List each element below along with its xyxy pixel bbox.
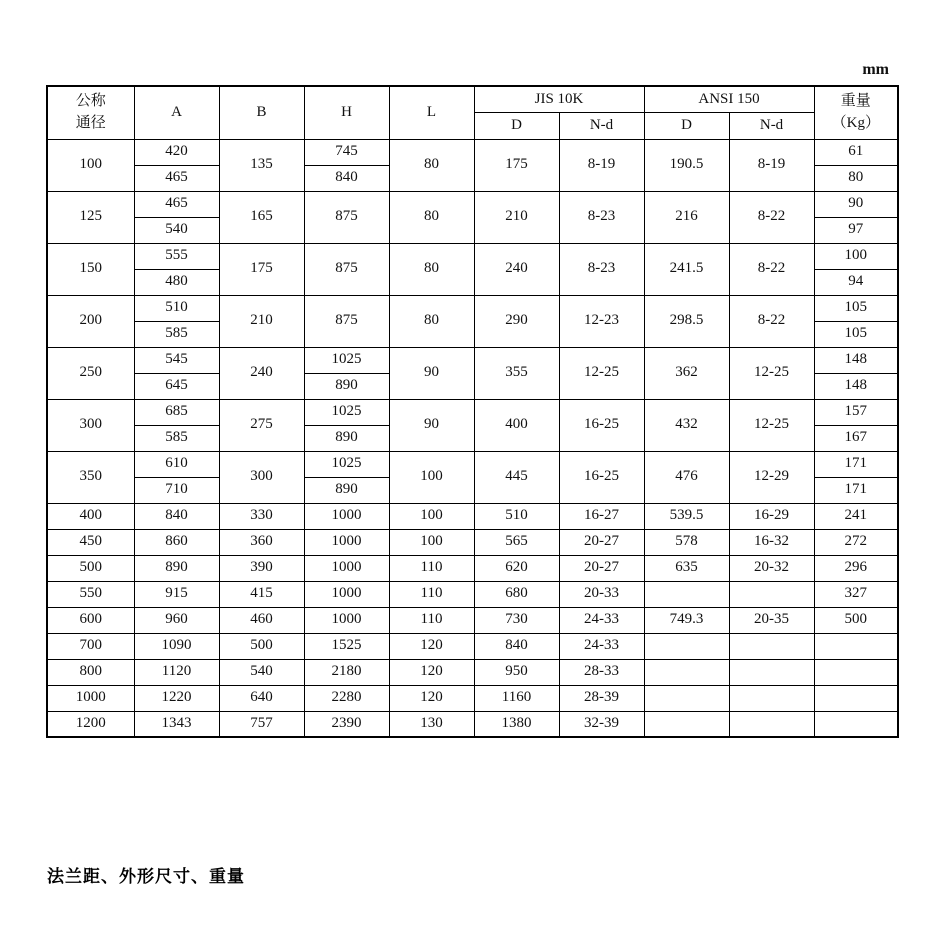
cell-jis-d: 620: [474, 555, 559, 581]
table-row: [47, 191, 898, 217]
cell-jis-nd: 24-33: [559, 607, 644, 633]
cell-l: 120: [389, 659, 474, 685]
cell-ansi-d: 432: [644, 399, 729, 451]
cell-jis-nd: 16-25: [559, 399, 644, 451]
cell-ansi-d: 298.5: [644, 295, 729, 347]
header-ansi-d: D: [644, 112, 729, 139]
cell-ansi-nd: 12-25: [729, 347, 814, 399]
cell-ansi-d: [644, 685, 729, 711]
cell-weight: 157: [814, 399, 898, 425]
header-a: A: [134, 86, 219, 139]
header-weight: [814, 86, 898, 139]
cell-jis-nd: 16-27: [559, 503, 644, 529]
cell-b: 240: [219, 347, 304, 399]
cell-weight: 296: [814, 555, 898, 581]
cell-a: 645: [134, 373, 219, 399]
cell-ansi-d: 476: [644, 451, 729, 503]
cell-jis-nd: 24-33: [559, 633, 644, 659]
cell-jis-d: 445: [474, 451, 559, 503]
cell-a: 585: [134, 321, 219, 347]
table-row: [47, 633, 898, 659]
cell-nominal-diameter: 600: [47, 607, 134, 633]
cell-a: 860: [134, 529, 219, 555]
cell-jis-nd: 28-33: [559, 659, 644, 685]
cell-weight: [814, 711, 898, 737]
dimension-table: [46, 85, 899, 738]
cell-b: 330: [219, 503, 304, 529]
cell-jis-d: 175: [474, 139, 559, 191]
table-body: [47, 139, 898, 737]
cell-ansi-d: [644, 711, 729, 737]
cell-l: 130: [389, 711, 474, 737]
cell-weight: 80: [814, 165, 898, 191]
cell-weight: 105: [814, 321, 898, 347]
cell-ansi-nd: 16-29: [729, 503, 814, 529]
header-nominal-diameter-line2: 通径: [75, 114, 106, 131]
cell-a: 465: [134, 165, 219, 191]
cell-jis-nd: 8-23: [559, 243, 644, 295]
cell-l: 120: [389, 685, 474, 711]
cell-weight: 167: [814, 425, 898, 451]
cell-a: 545: [134, 347, 219, 373]
cell-l: 90: [389, 399, 474, 451]
cell-nominal-diameter: 450: [47, 529, 134, 555]
header-weight-line2: （Kg）: [831, 114, 880, 131]
table-row: [47, 347, 898, 373]
cell-ansi-nd: 8-22: [729, 243, 814, 295]
cell-a: 1343: [134, 711, 219, 737]
cell-l: 80: [389, 243, 474, 295]
table-caption: 法兰距、外形尺寸、重量: [47, 867, 245, 886]
cell-jis-d: 400: [474, 399, 559, 451]
cell-b: 500: [219, 633, 304, 659]
header-h: H: [304, 86, 389, 139]
cell-a: 585: [134, 425, 219, 451]
table-row: [47, 607, 898, 633]
cell-ansi-nd: 8-22: [729, 191, 814, 243]
cell-ansi-d: 362: [644, 347, 729, 399]
cell-nominal-diameter: 100: [47, 139, 134, 191]
cell-jis-d: 210: [474, 191, 559, 243]
cell-nominal-diameter: 200: [47, 295, 134, 347]
header-row-1: [47, 86, 898, 112]
cell-jis-nd: 20-27: [559, 555, 644, 581]
table-row: [47, 711, 898, 737]
cell-a: 710: [134, 477, 219, 503]
cell-jis-d: 680: [474, 581, 559, 607]
cell-jis-d: 840: [474, 633, 559, 659]
cell-jis-d: 950: [474, 659, 559, 685]
cell-h: 2280: [304, 685, 389, 711]
cell-nominal-diameter: 400: [47, 503, 134, 529]
cell-jis-d: 240: [474, 243, 559, 295]
cell-nominal-diameter: 800: [47, 659, 134, 685]
cell-weight: 241: [814, 503, 898, 529]
cell-ansi-nd: 12-25: [729, 399, 814, 451]
cell-weight: [814, 685, 898, 711]
cell-ansi-d: [644, 659, 729, 685]
cell-l: 120: [389, 633, 474, 659]
cell-a: 540: [134, 217, 219, 243]
cell-h: 1000: [304, 581, 389, 607]
cell-a: 890: [134, 555, 219, 581]
cell-jis-d: 510: [474, 503, 559, 529]
cell-ansi-nd: 20-35: [729, 607, 814, 633]
cell-b: 360: [219, 529, 304, 555]
cell-nominal-diameter: 300: [47, 399, 134, 451]
cell-ansi-d: 635: [644, 555, 729, 581]
unit-label: mm: [862, 61, 889, 78]
cell-weight: 171: [814, 477, 898, 503]
cell-h: 875: [304, 191, 389, 243]
cell-weight: 97: [814, 217, 898, 243]
cell-ansi-nd: [729, 581, 814, 607]
cell-jis-d: 730: [474, 607, 559, 633]
cell-h: 875: [304, 243, 389, 295]
cell-ansi-d: 190.5: [644, 139, 729, 191]
cell-l: 80: [389, 295, 474, 347]
table-row: [47, 451, 898, 477]
cell-a: 915: [134, 581, 219, 607]
cell-ansi-nd: 8-19: [729, 139, 814, 191]
cell-nominal-diameter: 1200: [47, 711, 134, 737]
cell-jis-nd: 12-25: [559, 347, 644, 399]
cell-b: 210: [219, 295, 304, 347]
cell-a: 465: [134, 191, 219, 217]
cell-l: 80: [389, 139, 474, 191]
cell-weight: 272: [814, 529, 898, 555]
cell-l: 100: [389, 529, 474, 555]
cell-h: 1025: [304, 451, 389, 477]
cell-jis-nd: 12-23: [559, 295, 644, 347]
cell-nominal-diameter: 550: [47, 581, 134, 607]
cell-weight: 100: [814, 243, 898, 269]
cell-jis-nd: 8-23: [559, 191, 644, 243]
cell-a: 960: [134, 607, 219, 633]
cell-ansi-nd: 8-22: [729, 295, 814, 347]
cell-jis-nd: 8-19: [559, 139, 644, 191]
cell-weight: 94: [814, 269, 898, 295]
table-row: [47, 399, 898, 425]
cell-h: 875: [304, 295, 389, 347]
spec-sheet: [46, 60, 897, 738]
cell-weight: 148: [814, 373, 898, 399]
header-nominal-diameter: [47, 86, 134, 139]
cell-a: 510: [134, 295, 219, 321]
cell-l: 100: [389, 503, 474, 529]
cell-ansi-d: [644, 581, 729, 607]
cell-b: 175: [219, 243, 304, 295]
cell-ansi-d: [644, 633, 729, 659]
table-row: [47, 659, 898, 685]
cell-nominal-diameter: 700: [47, 633, 134, 659]
cell-b: 300: [219, 451, 304, 503]
cell-weight: 105: [814, 295, 898, 321]
cell-ansi-d: 539.5: [644, 503, 729, 529]
cell-ansi-nd: [729, 633, 814, 659]
cell-h: 1025: [304, 399, 389, 425]
cell-weight: 500: [814, 607, 898, 633]
cell-weight: 148: [814, 347, 898, 373]
cell-h: 1000: [304, 529, 389, 555]
cell-nominal-diameter: 125: [47, 191, 134, 243]
cell-jis-nd: 32-39: [559, 711, 644, 737]
cell-jis-d: 1380: [474, 711, 559, 737]
cell-nominal-diameter: 250: [47, 347, 134, 399]
cell-h: 745: [304, 139, 389, 165]
cell-ansi-d: 749.3: [644, 607, 729, 633]
cell-ansi-nd: 16-32: [729, 529, 814, 555]
cell-h: 1000: [304, 503, 389, 529]
cell-h: 2390: [304, 711, 389, 737]
cell-a: 1220: [134, 685, 219, 711]
cell-nominal-diameter: 350: [47, 451, 134, 503]
header-nominal-diameter-line1: 公称: [75, 93, 106, 109]
table-row: [47, 581, 898, 607]
cell-ansi-d: 241.5: [644, 243, 729, 295]
cell-h: 1000: [304, 607, 389, 633]
table-row: [47, 243, 898, 269]
cell-b: 415: [219, 581, 304, 607]
cell-weight: [814, 659, 898, 685]
cell-nominal-diameter: 1000: [47, 685, 134, 711]
header-l: L: [389, 86, 474, 139]
cell-nominal-diameter: 150: [47, 243, 134, 295]
cell-a: 555: [134, 243, 219, 269]
table-row: [47, 685, 898, 711]
cell-ansi-nd: [729, 659, 814, 685]
cell-h: 890: [304, 373, 389, 399]
cell-weight: 61: [814, 139, 898, 165]
cell-a: 420: [134, 139, 219, 165]
cell-weight: 327: [814, 581, 898, 607]
cell-a: 685: [134, 399, 219, 425]
cell-l: 110: [389, 581, 474, 607]
cell-jis-d: 1160: [474, 685, 559, 711]
cell-h: 1025: [304, 347, 389, 373]
cell-l: 80: [389, 191, 474, 243]
header-jis-d: D: [474, 112, 559, 139]
table-row: [47, 555, 898, 581]
cell-b: 390: [219, 555, 304, 581]
cell-jis-d: 290: [474, 295, 559, 347]
cell-weight: 171: [814, 451, 898, 477]
cell-b: 460: [219, 607, 304, 633]
table-row: [47, 295, 898, 321]
cell-l: 100: [389, 451, 474, 503]
cell-jis-nd: 28-39: [559, 685, 644, 711]
cell-h: 840: [304, 165, 389, 191]
cell-a: 480: [134, 269, 219, 295]
cell-a: 1120: [134, 659, 219, 685]
cell-b: 165: [219, 191, 304, 243]
header-jis-nd: N-d: [559, 112, 644, 139]
cell-a: 610: [134, 451, 219, 477]
cell-nominal-diameter: 500: [47, 555, 134, 581]
cell-h: 1000: [304, 555, 389, 581]
cell-b: 135: [219, 139, 304, 191]
cell-ansi-d: 578: [644, 529, 729, 555]
cell-a: 1090: [134, 633, 219, 659]
table-row: [47, 139, 898, 165]
cell-jis-nd: 20-27: [559, 529, 644, 555]
cell-jis-nd: 16-25: [559, 451, 644, 503]
cell-jis-d: 355: [474, 347, 559, 399]
cell-weight: 90: [814, 191, 898, 217]
header-ansi-150: ANSI 150: [644, 86, 814, 112]
cell-ansi-nd: 20-32: [729, 555, 814, 581]
cell-b: 540: [219, 659, 304, 685]
cell-ansi-nd: [729, 711, 814, 737]
header-b: B: [219, 86, 304, 139]
cell-ansi-nd: [729, 685, 814, 711]
table-row: [47, 503, 898, 529]
cell-weight: [814, 633, 898, 659]
cell-h: 2180: [304, 659, 389, 685]
cell-l: 110: [389, 607, 474, 633]
cell-h: 890: [304, 477, 389, 503]
cell-b: 275: [219, 399, 304, 451]
cell-h: 1525: [304, 633, 389, 659]
cell-ansi-nd: 12-29: [729, 451, 814, 503]
header-jis-10k: JIS 10K: [474, 86, 644, 112]
cell-ansi-d: 216: [644, 191, 729, 243]
cell-h: 890: [304, 425, 389, 451]
cell-l: 90: [389, 347, 474, 399]
header-ansi-nd: N-d: [729, 112, 814, 139]
cell-jis-nd: 20-33: [559, 581, 644, 607]
cell-b: 757: [219, 711, 304, 737]
table-row: [47, 529, 898, 555]
cell-l: 110: [389, 555, 474, 581]
cell-a: 840: [134, 503, 219, 529]
header-weight-line1: 重量: [840, 93, 871, 109]
cell-jis-d: 565: [474, 529, 559, 555]
cell-b: 640: [219, 685, 304, 711]
